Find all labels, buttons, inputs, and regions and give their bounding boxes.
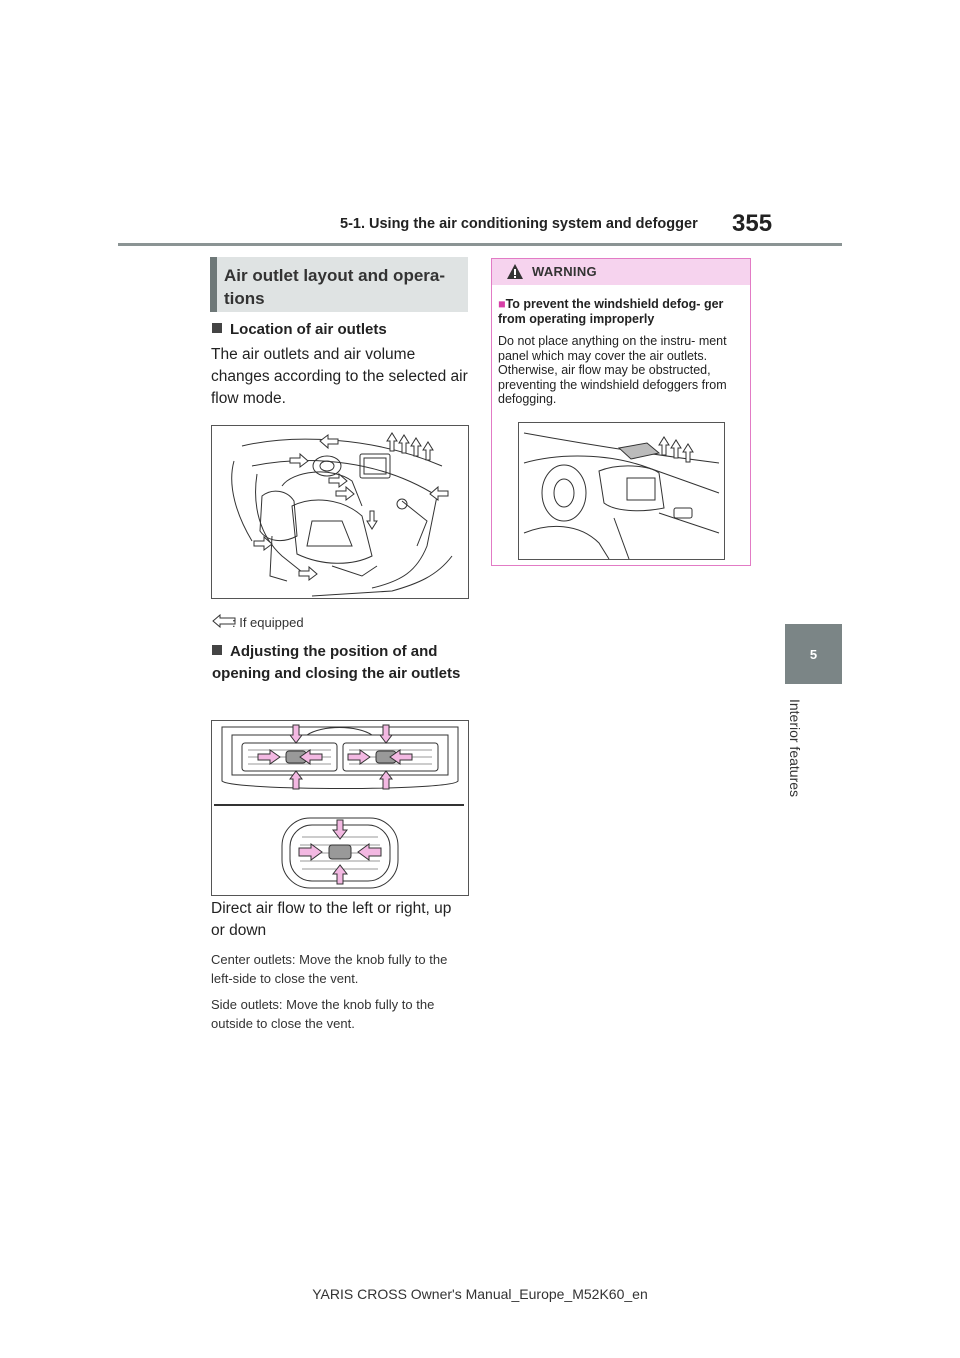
page-number: 355 xyxy=(732,210,773,237)
chapter-tab: 5 xyxy=(785,624,842,684)
side-outlets-note: Side outlets: Move the knob fully to the outside to close the vent. xyxy=(211,997,435,1031)
warning-body: Do not place anything on the instru- ment panel which may cover the air outlets. Otherwise, air flow may be obstructed, preventing the windshield defoggers from defogging. xyxy=(498,334,727,406)
vent-adjustment-figure xyxy=(211,720,469,896)
warning-subheading: ■To prevent the windshield defog- ger from operating improperly xyxy=(498,297,724,326)
location-subheading: Location of air outlets xyxy=(212,319,470,341)
chapter-label xyxy=(770,690,820,805)
square-bullet-icon xyxy=(212,645,222,655)
vent-adjustment-illustration xyxy=(212,721,468,895)
warning-figure xyxy=(518,422,725,560)
adjusting-subheading: Adjusting the position of and opening and closing the air outlets xyxy=(212,643,461,682)
center-outlets-note: Center outlets: Move the knob fully to the left-side to close the vent. xyxy=(211,952,448,986)
section-heading-text: Air outlet layout and opera- tions xyxy=(224,266,446,308)
warning-title: WARNING xyxy=(532,264,597,279)
section-heading xyxy=(210,257,468,312)
warning-triangle-icon xyxy=(506,263,524,280)
dashboard-obstruction-illustration xyxy=(519,423,724,559)
warning-box xyxy=(491,258,751,566)
adjusting-body: Direct air flow to the left or right, up or down xyxy=(211,900,452,939)
dashboard-outline-illustration xyxy=(212,426,468,598)
location-body: The air outlets and air volume changes according to the selected air flow mode. xyxy=(211,346,468,407)
footer-manual-id: YARIS CROSS Owner's Manual_Europe_M52K60_en xyxy=(312,1286,648,1302)
chapter-label-text: Interior features xyxy=(787,698,803,797)
header-divider xyxy=(118,243,842,246)
if-equipped-legend: : If equipped xyxy=(232,615,304,630)
header-section-title: 5-1. Using the air conditioning system and defogger xyxy=(340,216,698,232)
warning-header xyxy=(492,259,750,285)
pink-square-bullet-icon: ■ xyxy=(498,297,506,311)
air-outlet-location-figure xyxy=(211,425,469,599)
section-heading-bar xyxy=(210,257,217,312)
square-bullet-icon xyxy=(212,323,222,333)
